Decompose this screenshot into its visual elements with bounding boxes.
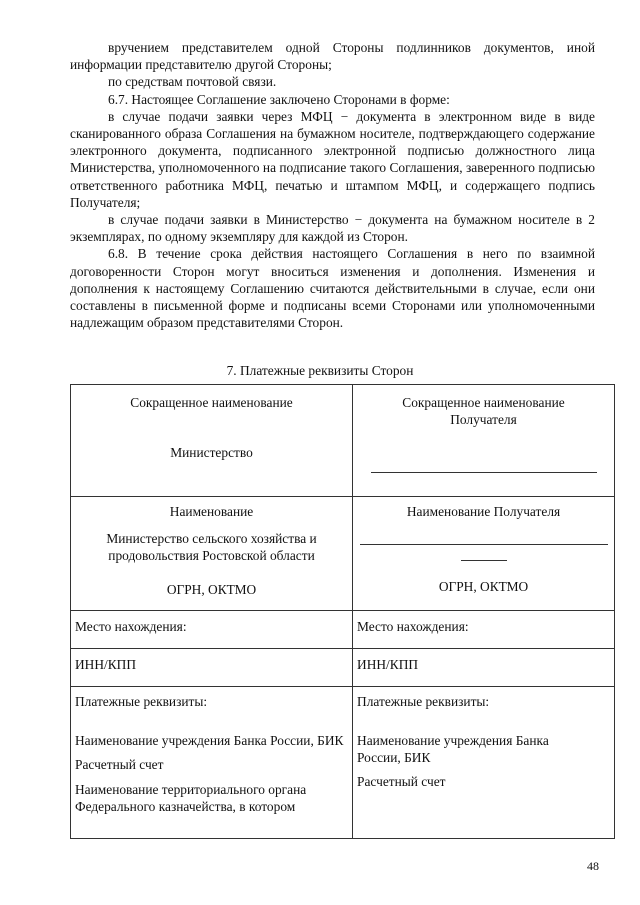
table-cell: [353, 649, 615, 687]
agreement-text: [70, 39, 595, 331]
table-cell: [71, 385, 353, 497]
account-label: Расчетный счет: [75, 757, 164, 772]
table-row: [71, 649, 615, 687]
bank-label-recipient: Наименование учреждения Банка России, БИК: [357, 733, 549, 765]
name-label: Наименование: [169, 504, 254, 519]
location-label-recipient: Место нахождения:: [357, 619, 469, 634]
section-title: 7. Платежные реквизиты Сторон: [226, 363, 414, 378]
table-row: [71, 687, 615, 839]
fill-line: [360, 544, 608, 545]
paragraph: 6.8. В течение срока действия настоящего Соглашения в него по взаимной договоренности Сторон могут вноситься изменения и дополнения. Изменения и дополнения к настоящему Соглашению считаются действительными в случае, если они составлены в письменной форме и подписаны всеми Сторонами или уполномоченными надлежащим образом представителями Сторон.: [70, 246, 595, 331]
ogrn-label: ОГРН, ОКТМО: [166, 582, 257, 597]
treasury-label: Наименование территориального органа Федерального казначейства, в котором: [75, 782, 307, 814]
paragraph: 6.7. Настоящее Соглашение заключено Сторонами в форме:: [108, 91, 450, 107]
table-cell: [353, 385, 615, 497]
table-row: [71, 611, 615, 649]
paragraph: вручением представителем одной Стороны подлинников документов, иной информации представителю другой Стороны;: [70, 40, 595, 73]
payment-details-table: [70, 384, 615, 839]
paragraph: по средствам почтовой связи.: [108, 74, 277, 90]
table-cell: [71, 687, 353, 839]
table-cell: [353, 687, 615, 839]
paragraph: в случае подачи заявки в Министерство − документа на бумажном носителе в 2 экземплярах, по одному экземпляру для каждой из Сторон.: [70, 212, 595, 245]
name-label-recipient: Наименование Получателя: [406, 504, 561, 519]
location-label: Место нахождения:: [75, 619, 187, 634]
ogrn-label-recipient: ОГРН, ОКТМО: [438, 579, 529, 594]
page-number: 48: [587, 859, 599, 873]
table-cell: [71, 497, 353, 611]
inn-label-recipient: ИНН/КПП: [357, 657, 419, 672]
inn-label: ИНН/КПП: [75, 657, 137, 672]
short-line: [461, 560, 507, 561]
paragraph: в случае подачи заявки через МФЦ − документа в электронном виде в виде сканированного образа Соглашения на бумажном носителе, подтверждающего содержание электронного документа, подписанного электронной подписью должностного лица Министерства, уполномоченного на подписание такого Соглашения, заверенного подписью ответственного работника МФЦ, печатью и штампом МФЦ, и содержащего подпись Получателя;: [70, 108, 595, 210]
name-value: Министерство сельского хозяйства и продовольствия Ростовской области: [106, 531, 317, 563]
short-name-label-recipient: Сокращенное наименование Получателя: [402, 395, 565, 427]
table-cell: [353, 611, 615, 649]
short-name-label: Сокращенное наименование: [130, 395, 293, 410]
bank-label: Наименование учреждения Банка России, БИК: [75, 733, 344, 748]
table-cell: [71, 649, 353, 687]
table-row: [71, 385, 615, 497]
table-row: [71, 497, 615, 611]
account-label-recipient: Расчетный счет: [357, 774, 446, 789]
table-cell: [353, 497, 615, 611]
short-name-value: Министерство: [170, 445, 253, 460]
payment-label: Платежные реквизиты:: [75, 694, 208, 709]
table-cell: [71, 611, 353, 649]
payment-label-recipient: Платежные реквизиты:: [357, 694, 490, 709]
signature-line: [371, 472, 597, 473]
